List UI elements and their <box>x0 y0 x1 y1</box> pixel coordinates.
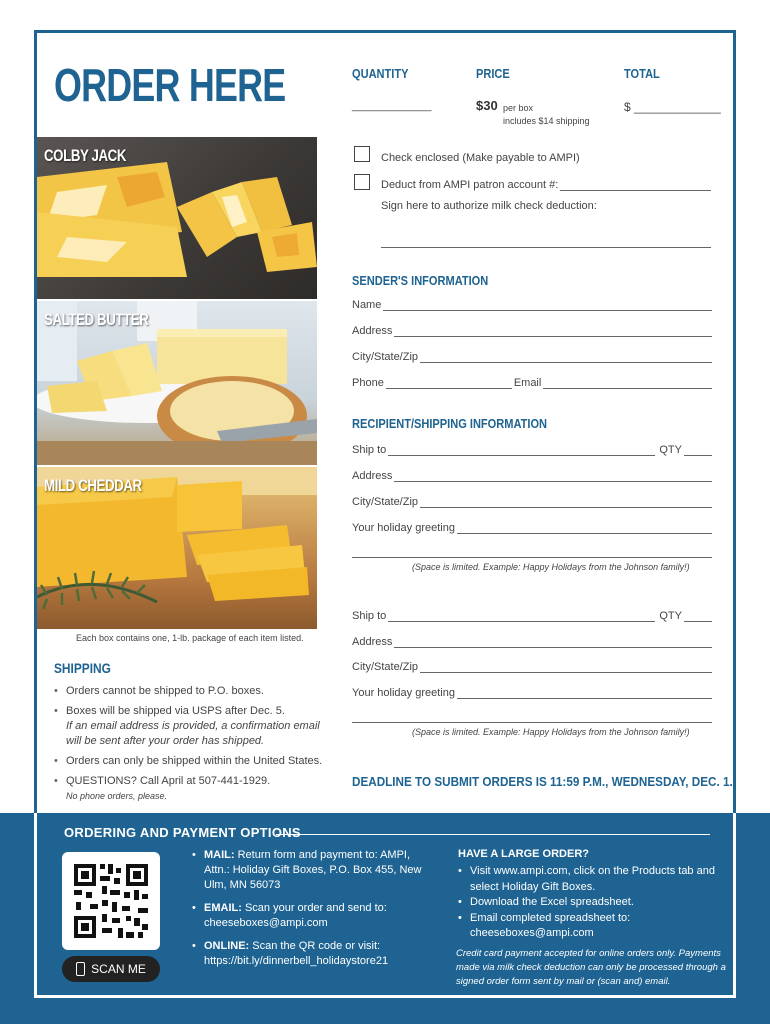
recipient1-greeting-label: Your holiday greeting <box>352 522 455 534</box>
shipping-list <box>54 684 324 809</box>
recipient2-ship-to-label: Ship to <box>352 610 387 622</box>
sender-phone-label: Phone <box>352 377 384 389</box>
recipient2-city-label: City/State/Zip <box>352 661 419 673</box>
scan-me-button[interactable] <box>62 956 160 982</box>
qr-code-icon <box>62 852 160 950</box>
qr-code[interactable] <box>62 852 160 950</box>
credit-card-note: Credit card payment accepted for online orders only. Payments made via milk check deduction can only be processed through a signed order form sent by mail or (scan and) email. <box>456 948 726 987</box>
large-order-item: • Email completed spreadsheet to: cheeseboxes@ampi.com <box>458 911 718 942</box>
patron-account-field[interactable] <box>381 177 711 191</box>
price-per: per box <box>503 103 534 113</box>
box-contents-note: Each box contains one, 1-lb. package of each item listed. <box>76 633 304 643</box>
option-online: • ONLINE: Scan the QR code or visit: https://bit.ly/dinnerbell_holidaystore21 <box>192 939 432 969</box>
option-email: • EMAIL: Scan your order and send to: cheeseboxes@ampi.com <box>192 901 432 931</box>
ordering-rule <box>276 834 710 835</box>
sender-heading: SENDER'S INFORMATION <box>352 273 489 288</box>
recipient1-ship-to-label: Ship to <box>352 444 387 456</box>
recipient1-city-field[interactable] <box>352 494 712 508</box>
colby-jack-photo <box>37 137 317 299</box>
check-enclosed-label: Check enclosed (Make payable to AMPI) <box>381 152 580 164</box>
page-title: ORDER HERE <box>54 59 286 111</box>
total-heading: TOTAL <box>624 66 660 81</box>
shipping-item: • QUESTIONS? Call April at 507-441-1929. No phone orders, please. <box>54 774 324 804</box>
option-mail: • MAIL: Return form and payment to: AMPI, Attn.: Holiday Gift Boxes, P.O. Box 455, New Ulm, MN 56073 <box>192 848 432 893</box>
large-order-heading: HAVE A LARGE ORDER? <box>458 848 589 860</box>
recipient-heading: RECIPIENT/SHIPPING INFORMATION <box>352 416 548 431</box>
deduct-account-checkbox[interactable] <box>354 174 370 190</box>
colby-jack-label: COLBY JACK <box>44 146 127 165</box>
large-order-item: • Visit www.ampi.com, click on the Products tab and select Holiday Gift Boxes. <box>458 864 718 895</box>
total-field[interactable]: $ _____________ <box>624 100 721 114</box>
shipping-heading: SHIPPING <box>54 660 111 676</box>
recipient1-ship-to-field[interactable] <box>352 442 712 456</box>
sign-authorize-label: Sign here to authorize milk check deduction: <box>381 200 597 212</box>
recipient2-greeting-field[interactable] <box>352 685 712 699</box>
salted-butter-label: SALTED BUTTER <box>44 310 149 329</box>
sender-name-field[interactable] <box>352 297 712 311</box>
quantity-heading: QUANTITY <box>352 66 409 81</box>
large-order-list <box>458 864 718 942</box>
recipient2-greeting-label: Your holiday greeting <box>352 687 455 699</box>
large-order-item: • Download the Excel spreadsheet. <box>458 895 718 911</box>
signature-line[interactable] <box>381 247 711 248</box>
deadline-notice: DEADLINE TO SUBMIT ORDERS IS 11:59 P.M., WEDNESDAY, DEC. 1. <box>352 774 733 789</box>
quantity-field[interactable]: _____________ <box>352 100 432 112</box>
price-value: $30 <box>476 98 498 113</box>
deduct-account-label: Deduct from AMPI patron account #: <box>381 179 559 191</box>
price-heading: PRICE <box>476 66 510 81</box>
recipient2-qty-label: QTY <box>659 610 682 622</box>
recipient1-greeting-line2[interactable] <box>352 557 712 558</box>
ordering-options <box>192 848 432 977</box>
shipping-item: • Orders can only be shipped within the United States. <box>54 754 324 769</box>
shipping-item: • Orders cannot be shipped to P.O. boxes. <box>54 684 324 699</box>
recipient2-address-label: Address <box>352 636 393 648</box>
patron-account-line[interactable] <box>560 181 711 191</box>
sender-address-field[interactable] <box>352 323 712 337</box>
sender-name-label: Name <box>352 299 382 311</box>
shipping-item: • Boxes will be shipped via USPS after Dec. 5. If an email address is provided, a confirmation email will be sent after your order has shipped. <box>54 704 324 749</box>
recipient2-city-field[interactable] <box>352 659 712 673</box>
sender-city-field[interactable] <box>352 349 712 363</box>
sender-phone-email-field[interactable] <box>352 375 712 389</box>
recipient1-address-label: Address <box>352 470 393 482</box>
sender-email-label: Email <box>513 377 542 389</box>
ordering-heading: ORDERING AND PAYMENT OPTIONS <box>64 825 301 840</box>
recipient2-ship-to-field[interactable] <box>352 608 712 622</box>
check-enclosed-checkbox[interactable] <box>354 146 370 162</box>
recipient2-address-field[interactable] <box>352 634 712 648</box>
recipient1-space-note: (Space is limited. Example: Happy Holidays from the Johnson family!) <box>412 562 690 572</box>
scan-me-label: SCAN ME <box>91 962 146 976</box>
price-shipping: includes $14 shipping <box>503 116 590 126</box>
recipient1-city-label: City/State/Zip <box>352 496 419 508</box>
phone-icon <box>76 962 85 976</box>
salted-butter-photo <box>37 301 317 465</box>
mild-cheddar-label: MILD CHEDDAR <box>44 476 142 495</box>
recipient2-greeting-line2[interactable] <box>352 722 712 723</box>
recipient1-qty-label: QTY <box>659 444 682 456</box>
sender-city-label: City/State/Zip <box>352 351 419 363</box>
recipient1-greeting-field[interactable] <box>352 520 712 534</box>
recipient1-address-field[interactable] <box>352 468 712 482</box>
mild-cheddar-photo <box>37 467 317 629</box>
recipient2-space-note: (Space is limited. Example: Happy Holidays from the Johnson family!) <box>412 727 690 737</box>
sender-address-label: Address <box>352 325 393 337</box>
